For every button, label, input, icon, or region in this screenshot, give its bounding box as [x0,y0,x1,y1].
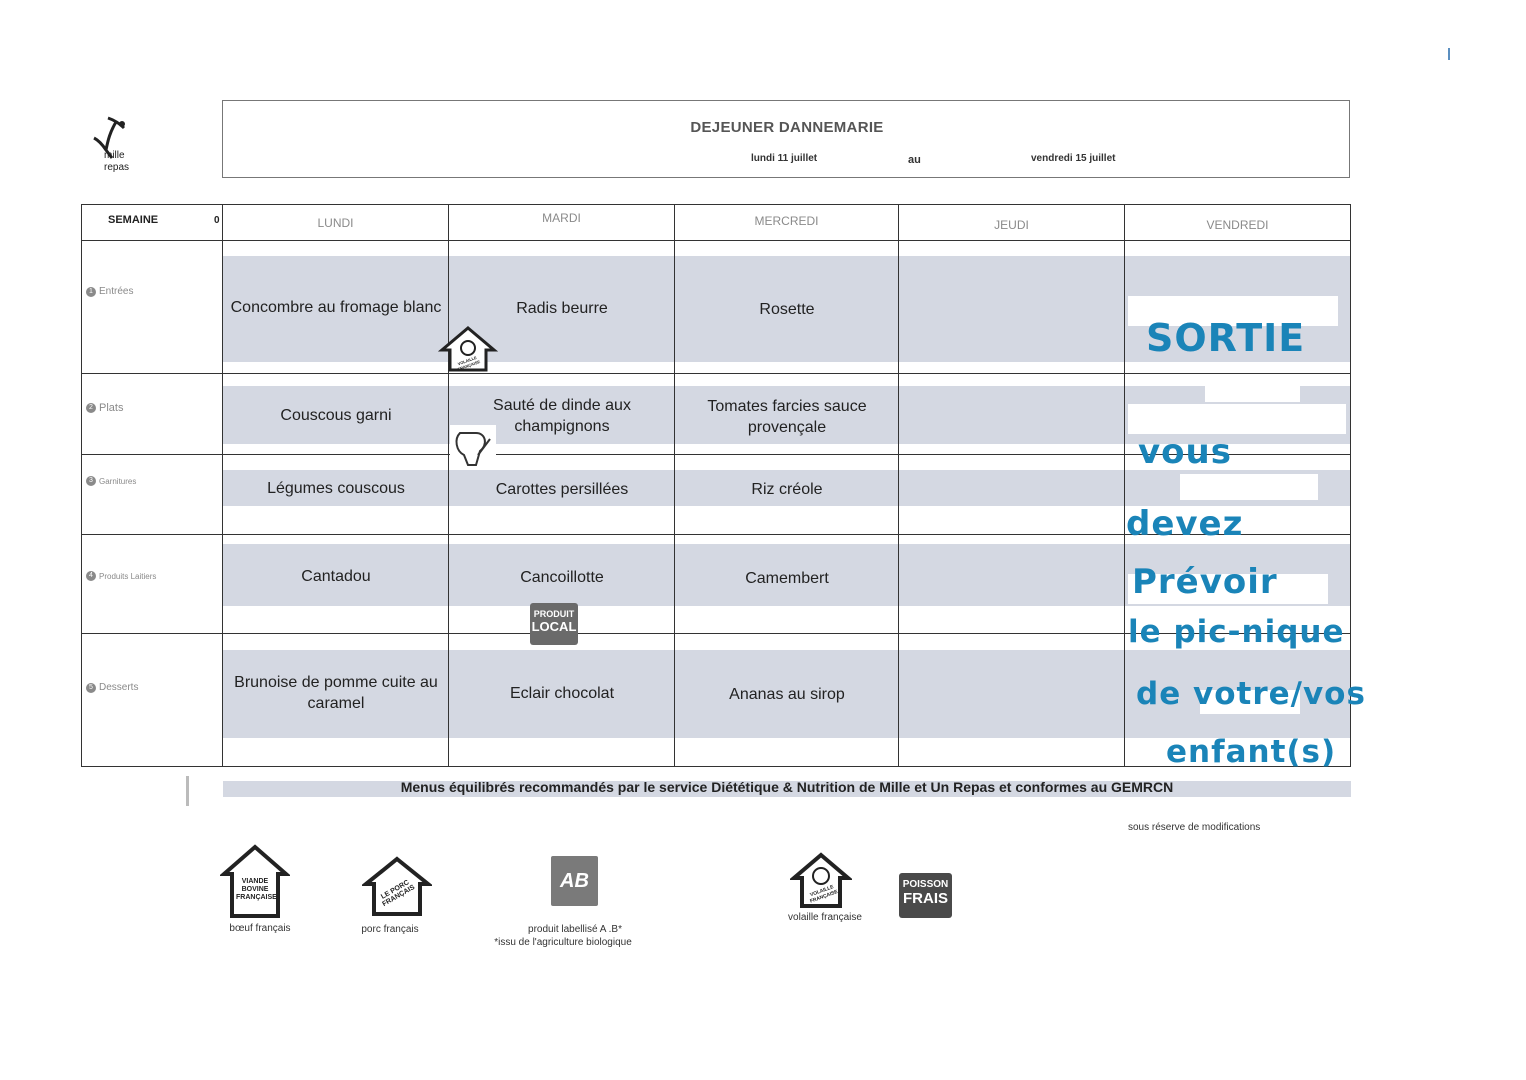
grid-line [674,204,675,767]
day-header-lundi: LUNDI [317,216,354,230]
poisson-line2: FRAIS [903,890,948,907]
grid-line [898,204,899,767]
handwritten-devez: devez [1126,504,1244,544]
header-box [222,100,1350,178]
cell-mercredi-laitier: Camembert [745,569,829,587]
day-header-jeudi: JEUDI [994,218,1029,232]
row-number: 5 [86,683,96,693]
boeuf-caption: bœuf français [229,923,291,934]
boeuf-logo [220,844,290,920]
volaille-house-icon [790,852,852,910]
scan-mark [1448,48,1450,60]
handwritten-votre-vos: de votre/vos [1136,676,1366,712]
produit-local-line2: LOCAL [531,619,577,634]
porc-logo [362,856,432,918]
handwritten-enfants: enfant(s) [1166,734,1337,770]
row-label-text: Desserts [99,682,139,693]
cell-mardi-dessert: Eclair chocolat [509,684,615,702]
grid-line [448,204,449,767]
ab-caption: produit labellisé A .B* [528,924,622,935]
date-start: lundi 11 juillet [751,153,818,164]
volaille-caption: volaille française [788,912,862,923]
ab-logo-text: AB [560,869,589,892]
boeuf-logo-text: VIANDE BOVINE FRANÇAISE [236,878,277,901]
volaille-house-icon [438,326,498,376]
volaille-badge [438,326,498,376]
modifications-note: sous réserve de modifications [1128,822,1261,833]
day-header-mardi: MARDI [542,211,581,225]
cell-lundi-garniture: Légumes couscous [267,479,405,497]
produit-local-line1: PRODUIT [533,609,575,619]
day-header-vendredi: VENDREDI [1206,218,1269,232]
poisson-frais-logo [899,873,952,918]
cell-mercredi-plat: Tomates farcies sauce provençale [707,398,867,436]
handwritten-vous: vous [1138,432,1232,472]
week-number: 0 [214,215,220,226]
porc-logo-text: LE PORC FRANÇAIS [380,879,417,909]
handwritten-sortie: SORTIE [1146,316,1306,360]
cell-mercredi-garniture: Riz créole [751,480,823,498]
cell-lundi-entree: Concombre au fromage blanc [230,298,442,316]
produit-local-badge [530,603,578,645]
volaille-logo [790,852,852,910]
whiteout [1205,376,1300,402]
grid-line [222,204,223,767]
cell-lundi-plat: Couscous garni [280,406,392,424]
ab-logo [551,856,598,906]
row-label-text: Entrées [99,286,134,297]
row-label-desserts [86,682,138,693]
row-label-garnitures [86,476,136,486]
week-label: SEMAINE [108,214,159,226]
row-number: 2 [86,403,96,413]
day-header-mercredi: MERCREDI [754,214,819,228]
whiteout [1128,404,1346,434]
company-logo [86,110,136,180]
row-label-text: Produits Laitiers [99,571,157,581]
scan-mark [186,776,189,806]
cell-mardi-laitier: Cancoillotte [520,568,604,586]
grid-line [1124,204,1125,767]
row-number: 1 [86,287,96,297]
cell-mardi-plat: Sauté de dinde aux champignons [493,397,631,435]
grid-line [81,204,82,767]
grid-line [81,766,1351,767]
date-end: vendredi 15 juillet [1031,153,1116,164]
row-number: 4 [86,571,96,581]
ab-note: *issu de l'agriculture biologique [494,937,632,948]
poisson-line1: POISSON [902,879,949,890]
cell-mardi-entree: Radis beurre [516,299,608,317]
volaille-badge-text: VOLAILLE FRANÇAISE [456,354,481,372]
row-label-text: Plats [99,402,124,414]
cell-mercredi-entree: Rosette [759,300,815,318]
grid-line [81,373,1351,374]
volaille-logo-text: VOLAILLE FRANÇAISE [809,884,839,905]
logo-text-2: repas [104,162,130,173]
logo-text-1: mille [104,150,125,161]
cell-mercredi-dessert: Ananas au sirop [729,685,845,703]
cell-lundi-laitier: Cantadou [301,567,371,585]
porc-caption: porc français [361,924,419,935]
handwritten-pic-nique: le pic-nique [1128,614,1345,650]
cell-lundi-dessert: Brunoise de pomme cuite au caramel [234,674,438,712]
handwritten-prevoir: Prévoir [1132,562,1278,602]
row-label-plats [86,402,123,414]
cell-mardi-garniture: Carottes persillées [495,480,629,498]
row-label-entrees [86,286,133,297]
menu-title: DEJEUNER DANNEMARIE [690,119,884,136]
whiteout [1180,474,1318,500]
footer-banner-text: Menus équilibrés recommandés par le service Diététique & Nutrition de Mille et Un Repas et conformes au GEMRCN [400,779,1174,795]
row-label-text: Garnitures [99,476,137,486]
row-number: 3 [86,476,96,486]
row-label-laitiers [86,571,156,581]
date-separator: au [908,154,921,166]
chef-hat-icon [450,425,496,469]
